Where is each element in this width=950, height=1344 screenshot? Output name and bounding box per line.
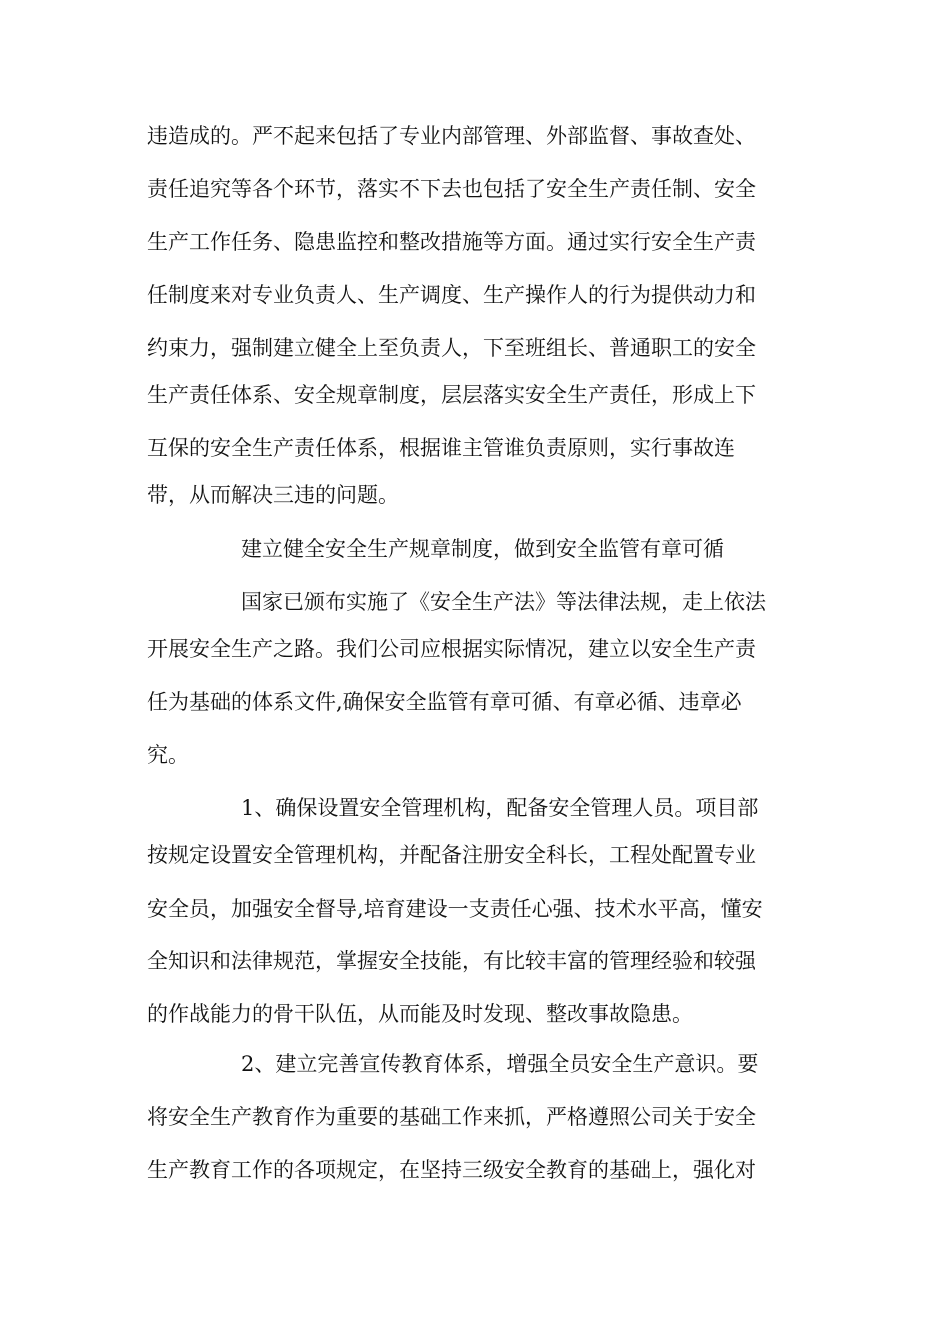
text-line: 全知识和法律规范，掌握安全技能，有比较丰富的管理经验和较强 xyxy=(147,949,756,973)
text-line: 究。 xyxy=(147,743,189,767)
text-line: 任制度来对专业负责人、生产调度、生产操作人的行为提供动力和 xyxy=(147,283,756,307)
text-line: 将安全生产教育作为重要的基础工作来抓，严格遵照公司关于安全 xyxy=(147,1105,756,1129)
text-line: 生产工作任务、隐患监控和整改措施等方面。通过实行安全生产责 xyxy=(147,230,756,254)
text-line: 任为基础的体系文件,确保安全监管有章可循、有章必循、违章必 xyxy=(147,690,742,714)
text-line: 开展安全生产之路。我们公司应根据实际情况，建立以安全生产责 xyxy=(147,637,756,661)
paragraph-first-line: 2、建立完善宣传教育体系，增强全员安全生产意识。要 xyxy=(241,1052,759,1076)
text-line: 生产责任体系、安全规章制度，层层落实安全生产责任，形成上下 xyxy=(147,383,756,407)
text-line: 带，从而解决三违的问题。 xyxy=(147,483,399,507)
text-line: 责任追究等各个环节，落实不下去也包括了安全生产责任制、安全 xyxy=(147,177,756,201)
text-line: 约束力，强制建立健全上至负责人，下至班组长、普通职工的安全 xyxy=(147,336,756,360)
text-line: 安全员，加强安全督导,培育建设一支责任心强、技术水平高，懂安 xyxy=(147,897,763,921)
section-heading: 建立健全安全生产规章制度，做到安全监管有章可循 xyxy=(241,537,724,561)
paragraph-first-line: 1、确保设置安全管理机构，配备安全管理人员。项目部 xyxy=(241,796,759,820)
text-line: 的作战能力的骨干队伍，从而能及时发现、整改事故隐患。 xyxy=(147,1002,693,1026)
text-line: 违造成的。严不起来包括了专业内部管理、外部监督、事故查处、 xyxy=(147,124,756,148)
paragraph-first-line: 国家已颁布实施了《安全生产法》等法律法规，走上依法 xyxy=(241,590,766,614)
text-line: 互保的安全生产责任体系，根据谁主管谁负责原则，实行事故连 xyxy=(147,436,735,460)
text-line: 按规定设置安全管理机构，并配备注册安全科长，工程处配置专业 xyxy=(147,843,756,867)
text-line: 生产教育工作的各项规定，在坚持三级安全教育的基础上，强化对 xyxy=(147,1158,756,1182)
